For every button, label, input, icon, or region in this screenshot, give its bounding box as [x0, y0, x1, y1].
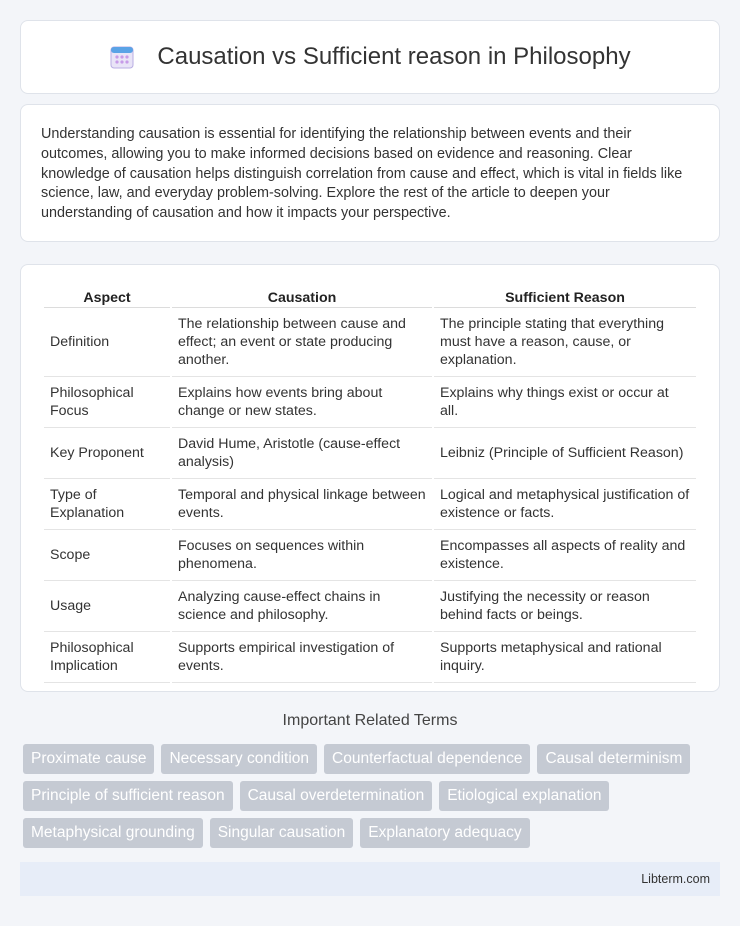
table-row [44, 530, 696, 581]
table-header-row [44, 285, 696, 308]
row-sufficient-reason: Supports metaphysical and rational inquiry. [434, 632, 696, 683]
row-causation: The relationship between cause and effect; an event or state producing another. [172, 308, 432, 377]
comparison-table-card [20, 264, 720, 692]
table-row [44, 428, 696, 479]
row-aspect: Philosophical Focus [44, 377, 170, 428]
related-term-tag[interactable]: Explanatory adequacy [360, 818, 529, 848]
table-row [44, 308, 696, 377]
page-title: Causation vs Sufficient reason in Philosophy [157, 43, 631, 70]
row-aspect: Type of Explanation [44, 479, 170, 530]
row-sufficient-reason: Encompasses all aspects of reality and existence. [434, 530, 696, 581]
row-sufficient-reason: Justifying the necessity or reason behind facts or beings. [434, 581, 696, 632]
row-aspect: Definition [44, 308, 170, 377]
related-term-tag[interactable]: Causal overdetermination [240, 781, 433, 811]
row-causation: Supports empirical investigation of events. [172, 632, 432, 683]
comparison-table [42, 285, 698, 683]
row-sufficient-reason: Leibniz (Principle of Sufficient Reason) [434, 428, 696, 479]
row-causation: Temporal and physical linkage between events. [172, 479, 432, 530]
footer [20, 862, 720, 896]
table-row [44, 581, 696, 632]
row-aspect: Key Proponent [44, 428, 170, 479]
related-terms-title: Important Related Terms [282, 712, 458, 729]
related-term-tag[interactable]: Causal determinism [537, 744, 690, 774]
row-causation: Analyzing cause-effect chains in science and philosophy. [172, 581, 432, 632]
related-term-tag[interactable]: Metaphysical grounding [23, 818, 203, 848]
row-aspect: Usage [44, 581, 170, 632]
row-sufficient-reason: The principle stating that everything must have a reason, cause, or explanation. [434, 308, 696, 377]
row-aspect: Philosophical Implication [44, 632, 170, 683]
row-causation: Explains how events bring about change or new states. [172, 377, 432, 428]
intro-text: Understanding causation is essential for identifying the relationship between events and their outcomes, allowing you to make informed decisions based on evidence and reasoning. Clear knowledge of causation helps distinguish correlation from cause and effect, which is vital in fields like science, law, and everyday problem-solving. Explore the rest of the article to deepen your understanding of causation and how it impacts your perspective. [41, 126, 683, 222]
row-causation: David Hume, Aristotle (cause-effect analysis) [172, 428, 432, 479]
related-term-tag[interactable]: Etiological explanation [439, 781, 609, 811]
header-sufficient-reason: Sufficient Reason [434, 285, 696, 308]
related-terms-list [23, 744, 723, 855]
related-term-tag[interactable]: Singular causation [210, 818, 354, 848]
footer-site-link[interactable]: Libterm.com [641, 872, 710, 886]
row-sufficient-reason: Logical and metaphysical justification of existence or facts. [434, 479, 696, 530]
table-row [44, 479, 696, 530]
table-row [44, 377, 696, 428]
intro-card [20, 104, 720, 242]
table-row [44, 632, 696, 683]
row-causation: Focuses on sequences within phenomena. [172, 530, 432, 581]
header-aspect: Aspect [44, 285, 170, 308]
related-term-tag[interactable]: Principle of sufficient reason [23, 781, 233, 811]
related-term-tag[interactable]: Necessary condition [161, 744, 317, 774]
header-card [20, 20, 720, 94]
related-term-tag[interactable]: Proximate cause [23, 744, 154, 774]
row-aspect: Scope [44, 530, 170, 581]
calendar-grid-icon [109, 44, 135, 70]
row-sufficient-reason: Explains why things exist or occur at all. [434, 377, 696, 428]
header-causation: Causation [172, 285, 432, 308]
related-term-tag[interactable]: Counterfactual dependence [324, 744, 530, 774]
